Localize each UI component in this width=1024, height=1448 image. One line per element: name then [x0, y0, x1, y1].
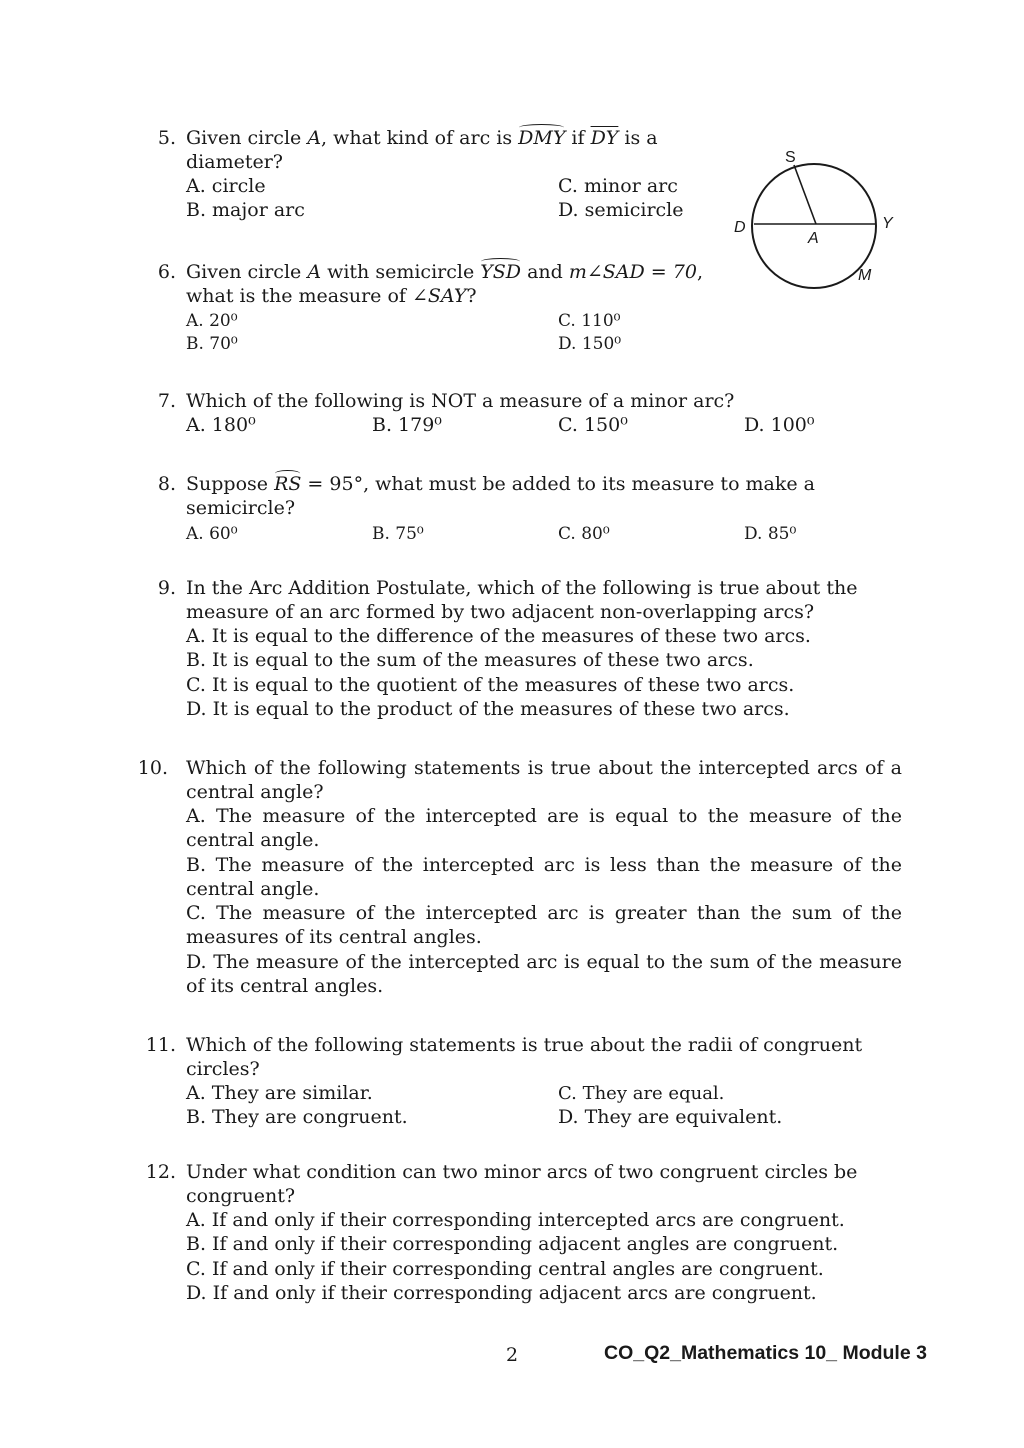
label-s: S: [785, 149, 796, 166]
option-b: B. 179⁰: [372, 414, 442, 436]
option-d: D. 150⁰: [558, 334, 622, 354]
question-stem: Given circle A with semicircle YSD and m∠SAD = 70,: [186, 261, 703, 283]
option-c: C. minor arc: [558, 175, 678, 197]
question-stem: In the Arc Addition Postulate, which of the following is true about the: [186, 577, 858, 599]
option-d: D. The measure of the intercepted arc is equal to the sum of the measure of its central angles.: [186, 951, 902, 998]
option-c: C. 110⁰: [558, 311, 621, 331]
question-stem: Under what condition can two minor arcs of two congruent circles be: [186, 1161, 858, 1183]
option-b: B. It is equal to the sum of the measures of these two arcs.: [186, 649, 754, 671]
label-m: M: [858, 267, 872, 284]
option-d: D. 100⁰: [744, 414, 815, 436]
option-b: B. If and only if their corresponding adjacent angles are congruent.: [186, 1233, 839, 1255]
option-b: B. major arc: [186, 199, 305, 221]
question-number: 11.: [145, 1034, 176, 1056]
label-y: Y: [882, 215, 893, 232]
option-a: A. 20⁰: [186, 311, 238, 331]
question-stem-continued: measure of an arc formed by two adjacent non-overlapping arcs?: [186, 601, 815, 623]
option-c: C. If and only if their corresponding central angles are congruent.: [186, 1258, 824, 1280]
label-a: A: [808, 230, 819, 247]
option-a: A. 60⁰: [186, 524, 238, 544]
question-number: 6.: [157, 261, 176, 283]
option-a: A. 180⁰: [186, 414, 256, 436]
segment-notation: $\overline{DY}$: [590, 127, 619, 149]
question-number: 9.: [157, 577, 176, 599]
angle-measure: m∠SAD = 70: [568, 261, 697, 283]
option-d: D. semicircle: [558, 199, 684, 221]
question-number: 5.: [157, 127, 176, 149]
option-a: A. They are similar.: [186, 1082, 373, 1104]
option-d: D. If and only if their corresponding adjacent arcs are congruent.: [186, 1282, 817, 1304]
option-c: C. It is equal to the quotient of the measures of these two arcs.: [186, 674, 795, 696]
question-stem-continued: semicircle?: [186, 497, 296, 519]
option-b: B. They are congruent.: [186, 1106, 408, 1128]
module-code: CO_Q2_Mathematics 10_ Module 3: [604, 1342, 927, 1364]
option-a: A. The measure of the intercepted are is equal to the measure of the central angle.: [186, 805, 902, 852]
option-b: B. 70⁰: [186, 334, 238, 354]
arc-notation: RS: [274, 473, 302, 495]
question-number: 8.: [157, 473, 176, 495]
arc-notation: DMY: [518, 127, 566, 149]
question-stem: Suppose RS = 95°, what must be added to its measure to make a: [186, 473, 816, 495]
option-d: D. They are equivalent.: [558, 1106, 783, 1128]
option-c: C. The measure of the intercepted arc is greater than the sum of the measures of its central angles.: [186, 902, 902, 949]
angle-notation: ∠SAY: [411, 285, 467, 307]
question-stem-continued: diameter?: [186, 151, 283, 173]
question-stem-continued: congruent?: [186, 1185, 296, 1207]
label-d: D: [734, 219, 746, 236]
option-c: C. 150⁰: [558, 414, 628, 436]
question-number: 10.: [137, 757, 168, 779]
option-a: A. circle: [186, 175, 266, 197]
page-number: 2: [506, 1344, 519, 1366]
question-stem: Given circle A, what kind of arc is DMY if $\overline{DY}$ is a: [186, 127, 658, 149]
question-stem: Which of the following is NOT a measure of a minor arc?: [186, 390, 735, 412]
question-stem-continued: what is the measure of ∠SAY?: [186, 285, 477, 307]
arc-notation: YSD: [480, 261, 522, 283]
option-a: A. If and only if their corresponding intercepted arcs are congruent.: [186, 1209, 845, 1231]
radius-as: [794, 165, 816, 224]
question-number: 7.: [157, 390, 176, 412]
question-number: 12.: [145, 1161, 176, 1183]
option-d: D. 85⁰: [744, 524, 797, 544]
option-c: C. 80⁰: [558, 524, 610, 544]
question-stem-continued: circles?: [186, 1058, 260, 1080]
question-stem: Which of the following statements is true about the intercepted arcs of a central angle?: [186, 757, 902, 804]
circle-diagram: [728, 146, 893, 286]
option-a: A. It is equal to the difference of the measures of these two arcs.: [186, 625, 811, 647]
question-stem: Which of the following statements is true about the radii of congruent: [186, 1034, 863, 1056]
option-b: B. The measure of the intercepted arc is less than the measure of the central angle.: [186, 854, 902, 901]
option-c: C. They are equal.: [558, 1083, 725, 1104]
option-d: D. It is equal to the product of the measures of these two arcs.: [186, 698, 790, 720]
option-b: B. 75⁰: [372, 524, 424, 544]
